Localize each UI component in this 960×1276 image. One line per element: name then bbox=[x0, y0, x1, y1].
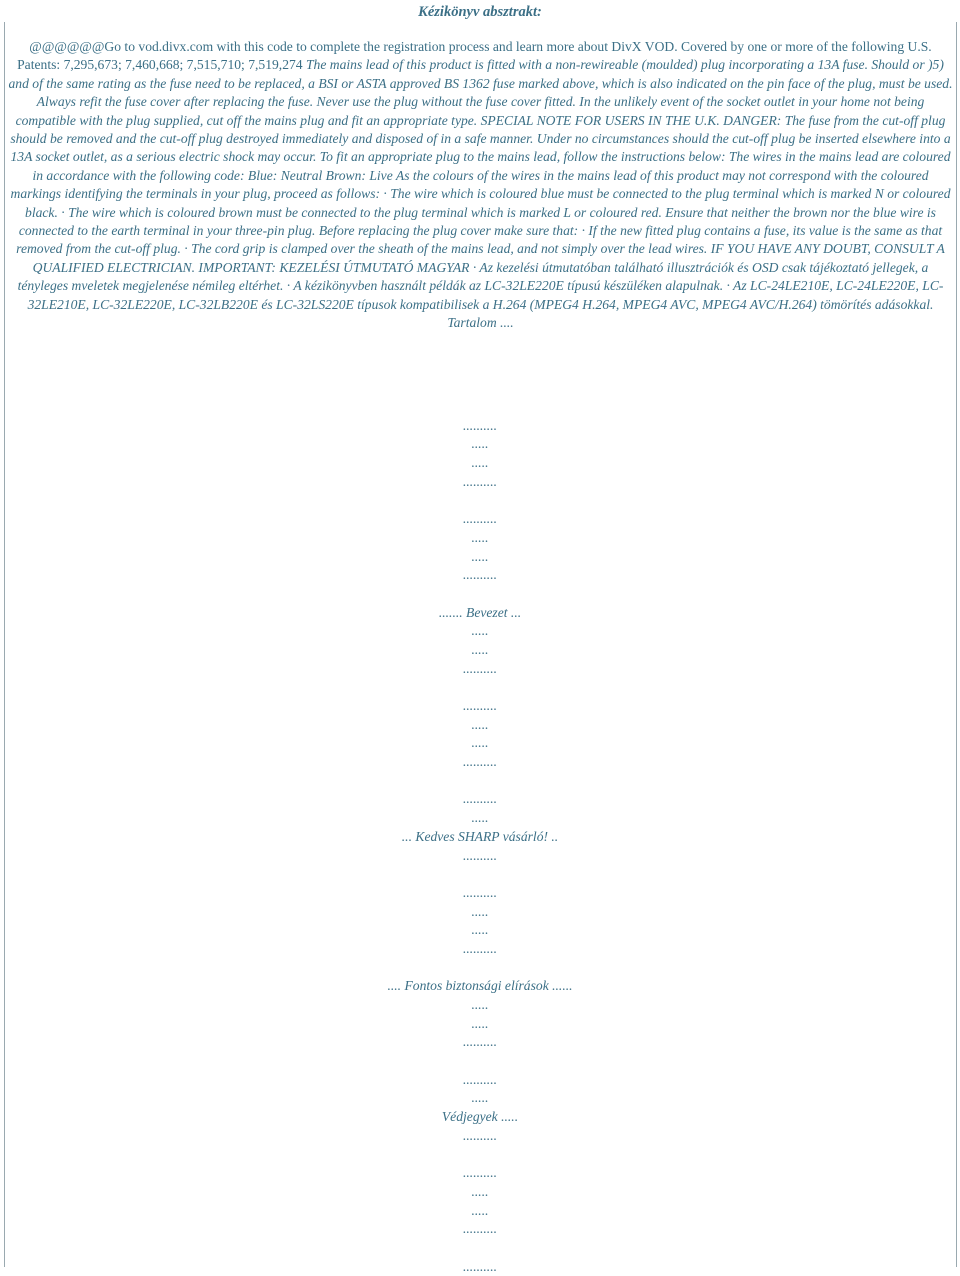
table-of-contents bbox=[0, 398, 960, 1276]
toc-entry: .......... bbox=[463, 754, 497, 770]
toc-entry: .......... bbox=[463, 473, 497, 489]
toc-entry: ..... bbox=[471, 810, 489, 826]
toc-entry: .......... bbox=[463, 940, 497, 956]
toc-entry: ..... bbox=[471, 903, 489, 919]
toc-entry[interactable]: Védjegyek ..... bbox=[441, 1109, 519, 1125]
toc-entry bbox=[0, 772, 960, 791]
toc-entry: ..... bbox=[471, 1090, 489, 1106]
toc-entry bbox=[0, 959, 960, 978]
toc-entry[interactable]: ....... Bevezet ... bbox=[438, 604, 522, 620]
toc-entry: .......... bbox=[463, 847, 497, 863]
toc-entry: .......... bbox=[463, 1165, 497, 1181]
toc-entry: ..... bbox=[471, 548, 489, 564]
toc-entry: ..... bbox=[471, 1202, 489, 1218]
toc-entry bbox=[0, 398, 960, 417]
toc-entry[interactable]: ... Kedves SHARP vásárló! .. bbox=[401, 828, 559, 844]
toc-entry: .......... bbox=[463, 791, 497, 807]
toc-entry bbox=[0, 1146, 960, 1165]
toc-entry: .......... bbox=[463, 1258, 497, 1274]
toc-entry bbox=[0, 1052, 960, 1071]
toc-entry: ..... bbox=[471, 735, 489, 751]
toc-entry: .......... bbox=[463, 884, 497, 900]
toc-entry: ..... bbox=[471, 1015, 489, 1031]
toc-entry: ..... bbox=[471, 997, 489, 1012]
page-title: Kézikönyv absztrakt: bbox=[418, 4, 542, 20]
toc-entry bbox=[0, 865, 960, 884]
toc-entry: .......... bbox=[463, 567, 497, 583]
toc-entry: ..... bbox=[471, 455, 489, 471]
toc-entry bbox=[0, 585, 960, 604]
toc-entry: .......... bbox=[463, 1034, 497, 1050]
toc-entry: ..... bbox=[471, 529, 489, 545]
toc-entry[interactable]: .... Fontos biztonsági elírások ...... bbox=[387, 978, 573, 994]
toc-entry bbox=[0, 491, 960, 510]
toc-entry bbox=[0, 1239, 960, 1258]
toc-entry: ..... bbox=[471, 641, 489, 657]
toc-entry bbox=[0, 678, 960, 697]
toc-entry: ..... bbox=[471, 1183, 489, 1199]
toc-entry: ..... bbox=[471, 436, 489, 452]
toc-entry: .......... bbox=[463, 1221, 497, 1237]
toc-entry: .......... bbox=[463, 1127, 497, 1143]
toc-entry: .......... bbox=[463, 1071, 497, 1087]
toc-entry: .......... bbox=[463, 698, 497, 713]
toc-entry: .......... bbox=[463, 417, 497, 433]
toc-entry: .......... bbox=[463, 660, 497, 676]
toc-entry: ..... bbox=[471, 716, 489, 732]
toc-entry: ..... bbox=[471, 623, 489, 639]
abstract-body: The mains lead of this product is fitted with a non-rewireable (moulded) plug incorporating a 13A fuse. Should or )5) and of the same rating as the fuse need to be replaced, a BSI or ASTA approved BS 1362 fuse marked above, which is also indicated on the pin face of the plug, must be used. Always refit the fuse cover after replacing the fuse. Never use the plug without the fuse cover fitted. In the unlikely event of the socket outlet in your home not being compatible with the plug supplied, cut off the mains plug and fit an appropriate type. SPECIAL NOTE FOR USERS IN THE U.K. DANGER: The fuse from the cut-off plug should be removed and the cut-off plug destroyed immediately and disposed of in a safe manner. Under no circumstances should the cut-off plug be inserted elsewhere into a 13A socket outlet, as a serious electric shock may occur. To fit an appropriate plug to the mains lead, follow the instructions below: The wires in the mains lead are coloured in accordance with the following code: Blue: Neutral Brown: Live As the colours of the wires in the mains lead of this product may not correspond with the coloured markings identifying the terminals in your plug, proceed as follows: · The wire which is coloured blue must be connected to the plug terminal which is marked N or coloured black. · The wire which is coloured brown must be connected to the plug terminal which is marked L or coloured red. Ensure that neither the brown nor the blue wire is connected to the earth terminal in your three-pin plug. Before replacing the plug cover make sure that: · If the new fitted plug contains a fuse, its value is the same as that removed from the cut-off plug. · The cord grip is clamped over the sheath of the mains lead, and not simply over the lead wires. IF YOU HAVE ANY DOUBT, CONSULT A QUALIFIED ELECTRICIAN. IMPORTANT: KEZELÉSI ÚTMUTATÓ MAGYAR · Az kezelési útmutatóban található illusztrációk és OSD csak tájékoztató jellegek, a tényleges mveletek megjelenése némileg eltérhet. · A kézikönyvben használt példák az LC-32LE220E típusú készüléken alapulnak. · Az LC-24LE210E, LC-24LE220E, LC-32LE210E, LC-32LE220E, LC-32LB220E és LC-32LS220E típusok kompatibilisek a H.264 (MPEG4 H.264, MPEG4 AVC, MPEG4 AVC/H.264) tömörítés adásokkal. Tartalom .... bbox=[8, 57, 953, 331]
toc-entry: .......... bbox=[463, 511, 497, 527]
toc-entry: ..... bbox=[471, 922, 489, 938]
abstract-intro: @@@@@@Go to vod.divx.com with this code to complete the registration process and learn more about DivX VOD. Covered by one or more of the following U.S. Patents: 7,295,673; 7,460,668; 7,515,710; 7,519,274 bbox=[17, 39, 932, 73]
abstract-text bbox=[7, 38, 954, 333]
